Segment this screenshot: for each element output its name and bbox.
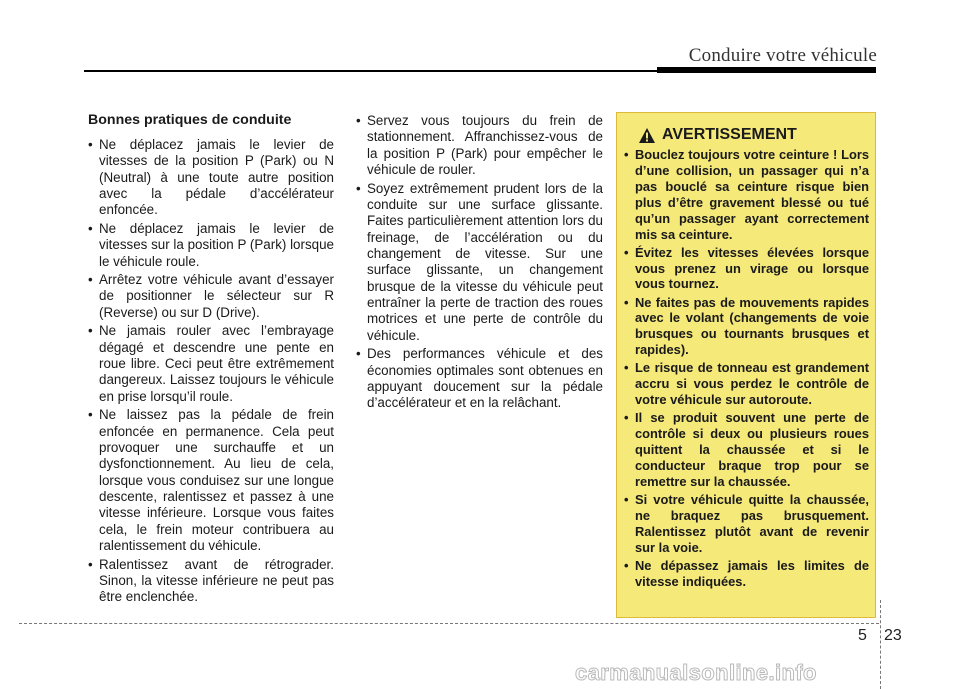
list-item: • Ne jamais rouler avec l’embrayage dégagé et descendre une pente en roue libre. Ceci peut être extrêmement dangereux. Laissez toujours le véhicule en prise lorsqu’il roule.	[88, 323, 334, 405]
list-item: • Arrêtez votre véhicule avant d’essayer de positionner le sélecteur sur R (Reverse) ou sur D (Drive).	[88, 272, 334, 321]
left-bullet-list	[88, 137, 334, 606]
header-title: Conduire votre véhicule	[688, 45, 877, 66]
middle-bullet-list	[356, 113, 603, 412]
warning-box	[616, 112, 876, 618]
warning-title: AVERTISSEMENT	[662, 126, 797, 143]
list-item: • Servez vous toujours du frein de stationnement. Affranchissez-vous de la position P (Park) pour empêcher le véhicule de rouler.	[356, 113, 603, 178]
warning-item: • Il se produit souvent une perte de contrôle si deux ou plusieurs roues quittent la chaussée et si le conducteur braque trop pour se remettre sur la chaussée.	[624, 410, 869, 490]
list-item: • Des performances véhicule et des économies optimales sont obtenues en appuyant doucement sur la pédale d’accélérateur et en la relâchant.	[356, 346, 603, 411]
page-number: 23	[884, 627, 902, 644]
footer-divider	[880, 600, 881, 689]
list-item: • Soyez extrêmement prudent lors de la conduite sur une surface glissante. Faites particulièrement attention lors du freinage, de l’accélération ou du changement de vitesse. Sur une surface glissante, un changement brusque de la vitesse du véhicule peut entraîner la perte de traction des roues motrices et une perte de contrôle du véhicule.	[356, 181, 603, 344]
middle-column	[356, 113, 603, 414]
chapter-number: 5	[858, 627, 867, 644]
warning-item: • Évitez les vitesses élevées lorsque vous prenez un virage ou lorsque vous tournez.	[624, 245, 869, 293]
list-item: • Ne déplacez jamais le levier de vitesses de la position P (Park) ou N (Neutral) à une toute autre position avec la pédale d’accélérateur enfoncée.	[88, 137, 334, 219]
warning-item: • Si votre véhicule quitte la chaussée, ne braquez pas brusquement. Ralentissez plutôt avant de revenir sur la voie.	[624, 492, 869, 556]
warning-triangle-icon	[638, 127, 656, 144]
header-rule	[84, 70, 664, 72]
left-column	[88, 111, 334, 608]
warning-item: • Ne faites pas de mouvements rapides avec le volant (changements de voie brusques ou tournants brusques et rapides).	[624, 295, 869, 359]
warning-list	[624, 147, 869, 592]
header-rule-accent	[657, 67, 876, 73]
warning-item: • Ne dépassez jamais les limites de vitesse indiquées.	[624, 558, 869, 590]
warning-item: • Le risque de tonneau est grandement accru si vous perdez le contrôle de votre véhicule sur autoroute.	[624, 360, 869, 408]
watermark: carmanualsonline.info	[575, 660, 817, 685]
list-item: • Ne déplacez jamais le levier de vitesses sur la position P (Park) lorsque le véhicule roule.	[88, 221, 334, 270]
list-item: • Ralentissez avant de rétrograder. Sinon, la vitesse inférieure ne peut pas être enclenchée.	[88, 557, 334, 606]
list-item: • Ne laissez pas la pédale de frein enfoncée en permanence. Cela peut provoquer une surchauffe et un dysfonctionnement. Au lieu de cela, lorsque vous conduisez sur une longue descente, ralentissez et passez à une vitesse inférieure. Lorsque vous faites cela, le frein moteur contribuera au ralentissement du véhicule.	[88, 407, 334, 554]
warning-header	[638, 124, 797, 146]
footer-rule	[19, 623, 879, 624]
warning-item: • Bouclez toujours votre ceinture ! Lors d’une collision, un passager qui n’a pas bouclé sa ceinture risque bien plus d’être gravement blessé ou tué qu’un passager ayant correctement mis sa ceinture.	[624, 147, 869, 242]
section-heading: Bonnes pratiques de conduite	[88, 112, 292, 128]
